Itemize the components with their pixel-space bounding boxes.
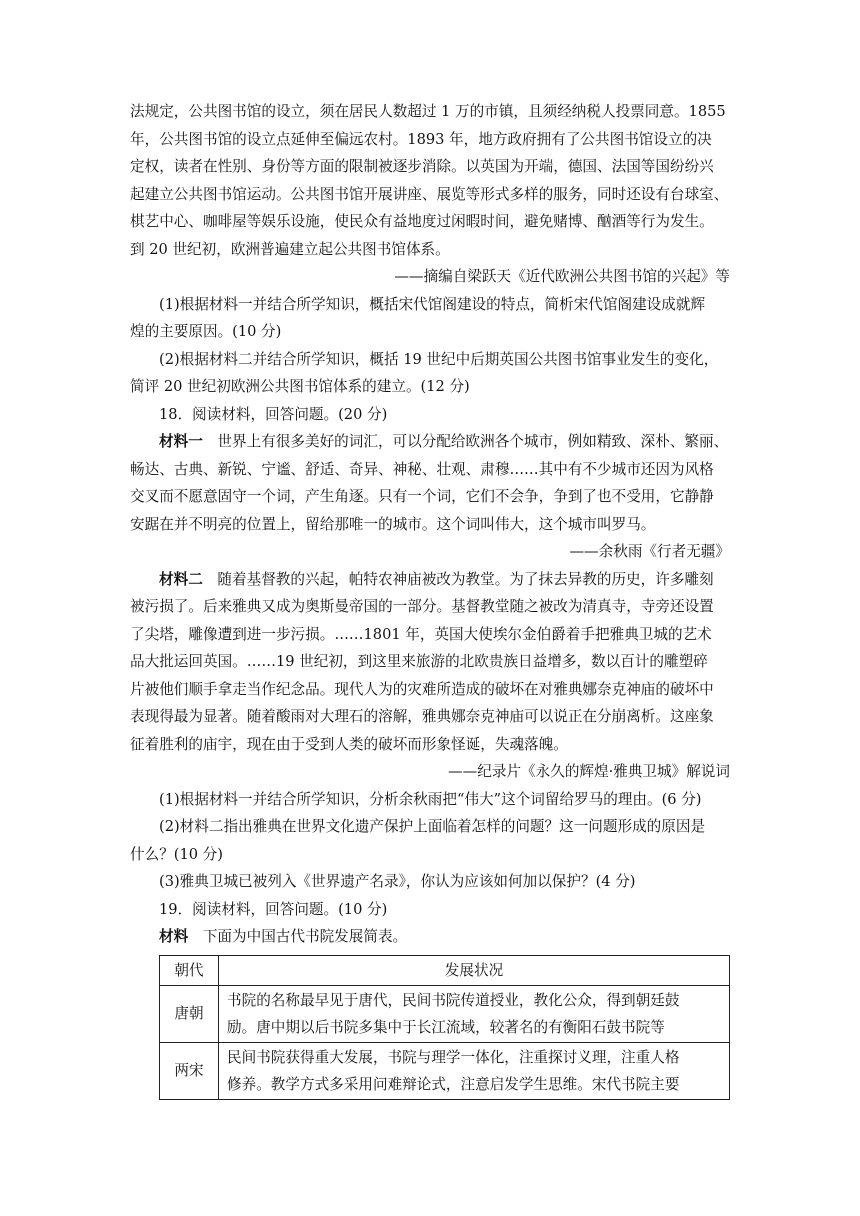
text-line: 年，公共图书馆的设立点延伸至偏远农村。1893 年，地方政府拥有了公共图书馆设立的决: [130, 130, 712, 148]
status-line: 民间书院获得重大发展，书院与理学一体化，注重探讨义理，注重人格: [227, 1048, 680, 1066]
subquestion-1: (1)根据材料一并结合所学知识，分析余秋雨把“伟大”这个词留给罗马的理由。(6 分): [159, 790, 702, 808]
subquestion-2-line: (2)材料二指出雅典在世界文化遗产保护上面临着怎样的问题？这一问题形成的原因是: [159, 818, 706, 835]
column-header-status: 发展状况: [219, 955, 730, 985]
material-line: 表现得最为显著。随着酸雨对大理石的溶解，雅典娜奈克神庙可以说正在分崩离析。这座象: [130, 708, 714, 725]
table-header-row: [160, 955, 730, 985]
status-line: 励。唐中期以后书院多集中于长江流域，较著名的有衡阳石鼓书院等: [227, 1018, 665, 1036]
status-cell: [219, 985, 730, 1042]
column-header-dynasty: 朝代: [160, 955, 219, 985]
text-line: 定权，读者在性别、身份等方面的限制被逐步消除。以英国为开端，德国、法国等国纷纷兴: [130, 158, 714, 175]
status-line: 修养。教学方式多采用问难辩论式，注意启发学生思维。宋代书院主要: [227, 1075, 680, 1093]
text-line: 起建立公共图书馆运动。公共图书馆开展讲座、展览等形式多样的服务，同时还设有台球室、: [130, 185, 729, 203]
question-stem: 19．阅读材料，回答问题。(10 分): [159, 900, 388, 918]
material-label: 材料: [159, 928, 189, 945]
source-citation: ——纪录片《永久的辉煌·雅典卫城》解说词: [448, 763, 730, 780]
material-line: [130, 566, 730, 594]
source-citation: ——余秋雨《行者无疆》: [569, 543, 730, 560]
material-one-excerpt: [130, 98, 730, 291]
material-line: 被污损了。后来雅典又成为奥斯曼帝国的一部分。基督教堂随之被改为清真寺，寺旁还设置: [130, 598, 714, 615]
material-line: 征着胜利的庙宇，现在由于受到人类的破坏而形象怪诞，失魂落魄。: [130, 735, 568, 753]
dynasty-cell: 两宋: [160, 1042, 219, 1099]
page-content: [130, 98, 730, 1100]
subquestion-2-line: 什么？(10 分): [130, 845, 223, 863]
source-citation: ——摘编自梁跃天《近代欧洲公共图书馆的兴起》等: [394, 268, 730, 285]
material-line: 交叉而不愿意固守一个词，产生角逐。只有一个词，它们不会争，争到了也不受用，它静静: [130, 488, 714, 505]
question-19: [130, 896, 730, 1100]
academy-development-table: [159, 955, 730, 1100]
material-line: 了尖塔，雕像遭到进一步污损。……1801 年，英国大使埃尔金伯爵着手把雅典卫城的艺术: [130, 625, 712, 643]
material-label: 材料一: [159, 433, 203, 450]
question-17-subquestions: [130, 291, 730, 401]
status-cell: [219, 1042, 730, 1099]
material-line: 品大批运回英国。……19 世纪初，到这里来旅游的北欧贵族日益增多，数以百计的雕塑碎: [130, 653, 708, 670]
material-intro: 下面为中国古代书院发展简表。: [202, 928, 408, 945]
subquestion-2-line: (2)根据材料二并结合所学知识，概括 19 世纪中后期英国公共图书馆事业发生的变化，: [159, 350, 719, 368]
status-line: 书院的名称最早见于唐代，民间书院传道授业，教化公众，得到朝廷鼓: [227, 991, 680, 1009]
subquestion-3: (3)雅典卫城已被列入《世界遗产名录》，你认为应该如何加以保护？(4 分): [159, 873, 636, 890]
text-line: 到 20 世纪初，欧洲普遍建立起公共图书馆体系。: [130, 240, 450, 258]
material-line: 片被他们顺手拿走当作纪念品。现代人为的灾难所造成的破坏在对雅典娜奈克神庙的破坏中: [130, 680, 714, 698]
material-line: 畅达、古典、新锐、宁谧、舒适、奇异、神秘、壮观、肃穆……其中有不少城市还因为风格: [130, 460, 714, 478]
text-line: 法规定，公共图书馆的设立，须在居民人数超过 1 万的市镇，且须经纳税人投票同意。1855: [130, 103, 726, 120]
dynasty-cell: 唐朝: [160, 985, 219, 1042]
material-text: 随着基督教的兴起，帕特农神庙被改为教堂。为了抹去异教的历史，许多雕刻: [217, 570, 714, 588]
material-line: [130, 428, 730, 456]
material-line: 安踞在并不明亮的位置上，留给那唯一的城市。这个词叫伟大，这个城市叫罗马。: [130, 515, 656, 533]
material-label: 材料二: [159, 570, 203, 588]
table-row: [160, 985, 730, 1042]
material-line: [130, 923, 730, 951]
table-row: [160, 1042, 730, 1099]
material-text: 世界上有很多美好的词汇，可以分配给欧洲各个城市，例如精致、深朴、繁丽、: [217, 433, 729, 450]
question-stem: 18．阅读材料，回答问题。(20 分): [159, 405, 388, 423]
question-18: [130, 401, 730, 896]
subquestion-1-line: (1)根据材料一并结合所学知识，概括宋代馆阁建设的特点，简析宋代馆阁建设成就辉: [159, 295, 706, 313]
subquestion-1-line: 煌的主要原因。(10 分): [130, 323, 282, 340]
text-line: 棋艺中心、咖啡屋等娱乐设施，使民众有益地度过闲暇时间，避免赌博、酗酒等行为发生。: [130, 213, 714, 230]
subquestion-2-line: 简评 20 世纪初欧洲公共图书馆体系的建立。(12 分): [130, 378, 470, 395]
